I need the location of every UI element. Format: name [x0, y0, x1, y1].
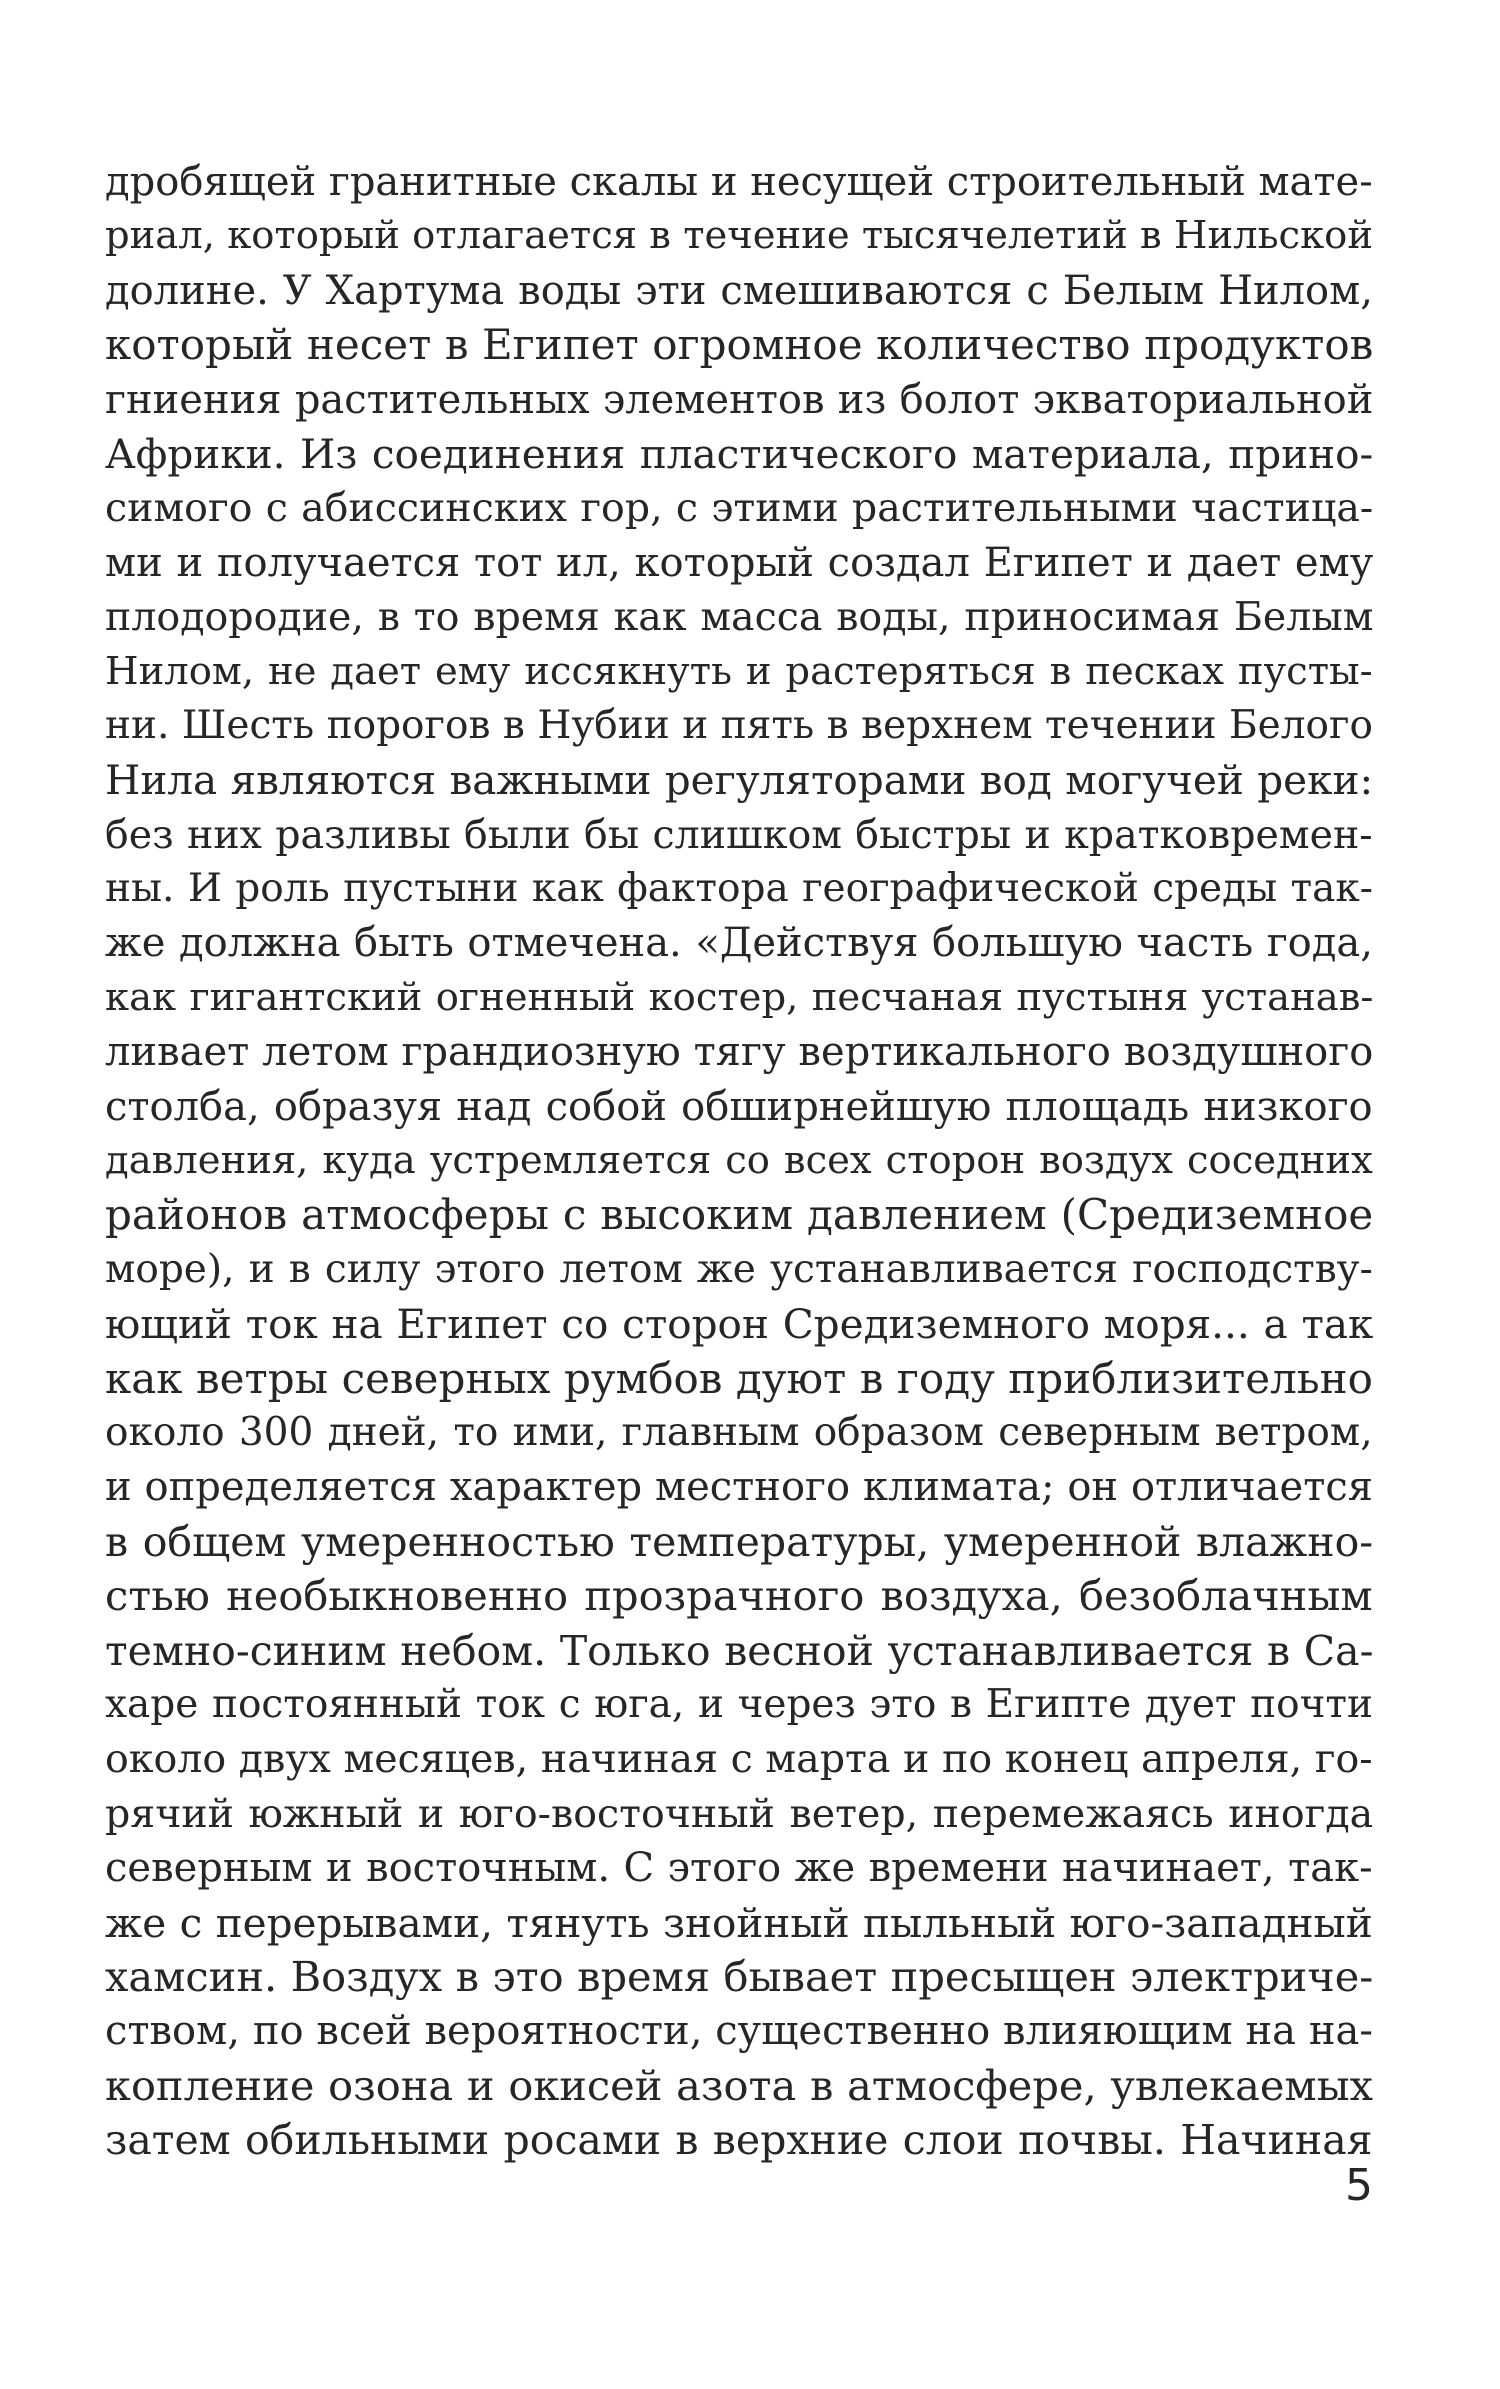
text-line: как ветры северных румбов дуют в году приблизительно — [105, 1353, 1373, 1403]
text-line: затем обильными росами в верхние слои почвы. Начиная — [105, 2116, 1373, 2165]
text-line: в общем умеренностью температуры, умеренной влажно- — [105, 1517, 1373, 1566]
text-line: ни. Шесть порогов в Нубии и пять в верхнем течении Белого — [105, 702, 1373, 748]
text-line: ны. И роль пустыни как фактора географической среды так- — [105, 866, 1373, 912]
text-line: ством, по всей вероятности, существенно влияющим на на- — [105, 2008, 1373, 2055]
text-line: Нилом, не дает ему иссякнуть и растеряться в песках пусты- — [105, 648, 1373, 694]
text-line: дробящей гранитные скалы и несущей строительный мате- — [105, 159, 1373, 205]
text-line: как гигантский огненный костер, песчаная пустыня устанав- — [105, 974, 1373, 1020]
text-line: долине. У Хартума воды эти смешиваются с Белым Нилом, — [105, 267, 1373, 314]
text-line: плодородие, в то время как масса воды, приносимая Белым — [105, 594, 1373, 641]
text-line: море), и в силу этого летом же устанавливается господству- — [105, 1246, 1373, 1292]
body-text — [105, 155, 1373, 2167]
text-line: Африки. Из соединения пластического материала, прино- — [105, 429, 1373, 478]
text-line: районов атмосферы с высоким давлением (Средиземное — [105, 1190, 1373, 1240]
text-line: без них разливы были бы слишком быстры и кратковремен- — [105, 811, 1373, 858]
text-line: который несет в Египет огромное количество продуктов — [105, 320, 1373, 370]
text-line: столба, образуя над собой обширнейшую площадь низкого — [105, 1083, 1373, 1130]
text-line: ливает летом грандиозную тягу вертикального воздушного — [105, 1029, 1373, 1076]
text-line: северным и восточным. С этого же времени начинает, так- — [105, 1845, 1373, 1892]
text-line: ми и получается тот ил, который создал Египет и дает ему — [105, 539, 1373, 586]
text-line: стью необыкновенно прозрачного воздуха, безоблачным — [105, 1571, 1373, 1621]
text-line: харе постоянный ток с юга, и через это в Египте дует почти — [105, 1681, 1373, 1727]
text-line: темно-синим небом. Только весной устанавливается в Са- — [105, 1626, 1373, 1675]
text-line: гниения растительных элементов из болот экваториальной — [105, 376, 1373, 423]
text-line: ющий ток на Египет со сторон Средиземного моря... а так — [105, 1300, 1373, 1349]
text-line: Нила являются важными регуляторами вод могучей реки: — [105, 756, 1373, 805]
text-line: же с перерывами, тянуть знойный пыльный юго-западный — [105, 1898, 1373, 1947]
text-line: симого с абиссинских гор, с этими растительными частица- — [105, 485, 1373, 532]
text-line: и определяется характер местного климата; он отличается — [105, 1464, 1373, 1511]
text-line: рячий южный и юго-восточный ветер, перемежаясь иногда — [105, 1790, 1373, 1837]
text-line: около 300 дней, то ими, главным образом северным ветром, — [105, 1409, 1373, 1455]
text-line: риал, который отлагается в течение тысячелетий в Нильской — [105, 213, 1373, 259]
text-line: около двух месяцев, начиная с марта и по конец апреля, го- — [105, 1736, 1373, 1783]
text-line: давления, куда устремляется со всех сторон воздух соседних — [105, 1138, 1373, 1184]
text-line: копление озона и окисей азота в атмосфере, увлекаемых — [105, 2060, 1373, 2110]
text-line: хамсин. Воздух в это время бывает пресыщен электриче- — [105, 1951, 1373, 2001]
text-line: же должна быть отмечена. «Действуя большую часть года, — [105, 920, 1373, 967]
page-number: 5 — [1345, 2160, 1373, 2211]
